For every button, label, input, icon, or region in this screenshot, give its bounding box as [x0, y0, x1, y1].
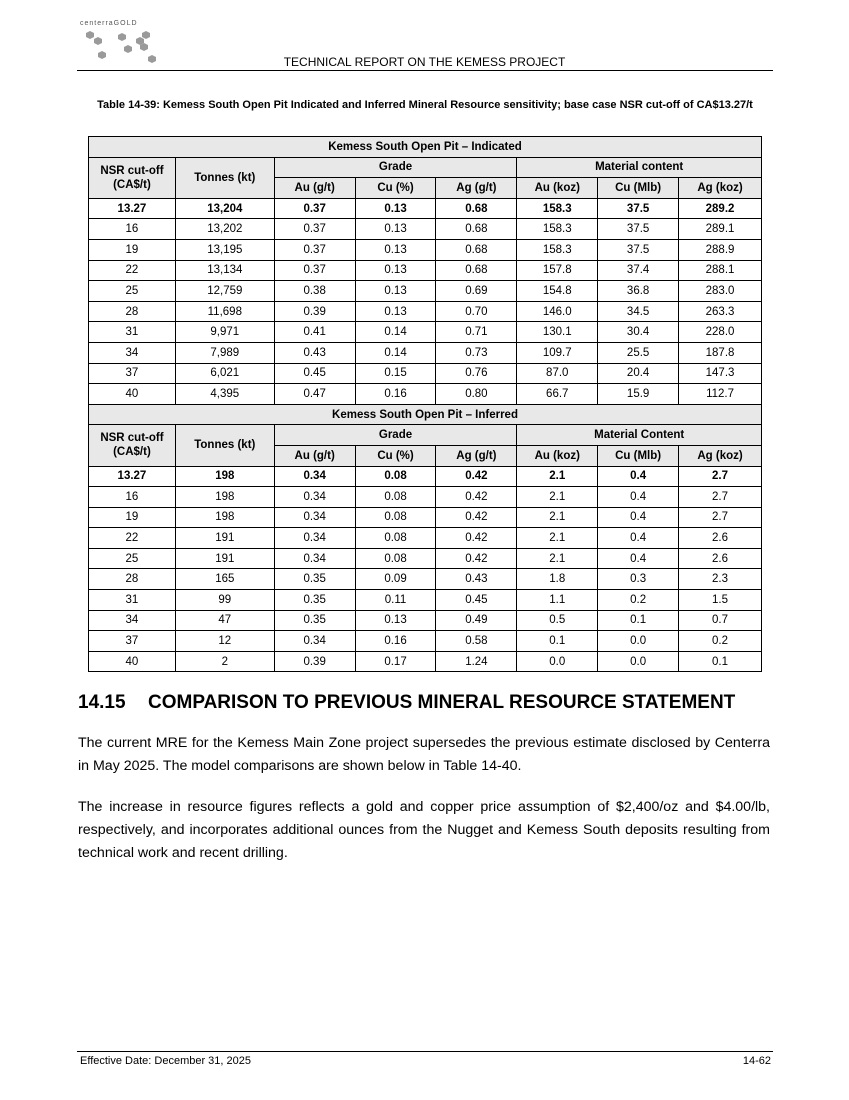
inferred-header-row [89, 425, 762, 446]
table-cell: 25 [89, 281, 176, 302]
table-row [89, 198, 762, 219]
table-cell: 37 [89, 631, 176, 652]
table-cell: 0.0 [598, 631, 679, 652]
footer-divider [77, 1051, 773, 1052]
table-cell: 0.73 [436, 342, 517, 363]
body-paragraph: The current MRE for the Kemess Main Zone project supersedes the previous estimate disclosed by Centerra in May 2025. The model comparisons are shown below in Table 14-40. [78, 735, 770, 774]
table-cell: 11,698 [175, 301, 274, 322]
table-cell: 34.5 [598, 301, 679, 322]
table-cell: 0.2 [598, 590, 679, 611]
col-group-grade: Grade [274, 425, 517, 446]
table-cell: 2.3 [679, 569, 762, 590]
col-header: Cu (Mlb) [598, 178, 679, 199]
table-cell: 0.35 [274, 610, 355, 631]
table-cell: 13,134 [175, 260, 274, 281]
table-cell: 37.4 [598, 260, 679, 281]
table-cell: 37.5 [598, 198, 679, 219]
table-cell: 147.3 [679, 363, 762, 384]
table-cell: 0.35 [274, 590, 355, 611]
indicated-section [89, 137, 762, 405]
table-cell: 0.1 [598, 610, 679, 631]
col-header: Cu (%) [355, 178, 436, 199]
col-header: Ag (g/t) [436, 445, 517, 466]
col-group-material-content: Material content [517, 157, 762, 178]
table-cell: 31 [89, 322, 176, 343]
section-heading [78, 692, 735, 714]
table-cell: 1.24 [436, 651, 517, 672]
table-cell: 0.37 [274, 219, 355, 240]
table-row [89, 301, 762, 322]
table-cell: 0.11 [355, 590, 436, 611]
table-cell: 2.1 [517, 487, 598, 508]
table-cell: 16 [89, 219, 176, 240]
table-cell: 0.39 [274, 651, 355, 672]
table-cell: 0.0 [517, 651, 598, 672]
table-cell: 0.13 [355, 260, 436, 281]
table-cell: 112.7 [679, 384, 762, 405]
table-cell: 0.4 [598, 466, 679, 487]
table-cell: 37.5 [598, 239, 679, 260]
table-cell: 288.9 [679, 239, 762, 260]
table-cell: 47 [175, 610, 274, 631]
table-row [89, 548, 762, 569]
table-row [89, 631, 762, 652]
table-cell: 28 [89, 569, 176, 590]
table-cell: 0.71 [436, 322, 517, 343]
table-cell: 198 [175, 507, 274, 528]
indicated-header-row [89, 157, 762, 178]
table-cell: 16 [89, 487, 176, 508]
table-cell: 0.80 [436, 384, 517, 405]
table-cell: 0.08 [355, 548, 436, 569]
col-group-material-content: Material Content [517, 425, 762, 446]
table-cell: 19 [89, 507, 176, 528]
table-cell: 2.1 [517, 548, 598, 569]
table-cell: 0.69 [436, 281, 517, 302]
table-cell: 0.70 [436, 301, 517, 322]
table-cell: 0.45 [436, 590, 517, 611]
col-nsr-cutoff: NSR cut-off (CA$/t) [89, 425, 176, 466]
table-cell: 9,971 [175, 322, 274, 343]
table-cell: 0.0 [598, 651, 679, 672]
table-cell: 0.5 [517, 610, 598, 631]
effective-date: Effective Date: December 31, 2025 [80, 1055, 252, 1067]
table-cell: 0.42 [436, 487, 517, 508]
table-cell: 0.13 [355, 219, 436, 240]
page-number: 14-62 [742, 1055, 771, 1067]
table-caption: Table 14-39: Kemess South Open Pit Indicated and Inferred Mineral Resource sensitivity; base case NSR cut-off of CA$13.27/t [97, 99, 753, 111]
table-cell: 0.68 [436, 239, 517, 260]
table-cell: 158.3 [517, 219, 598, 240]
table-cell: 4,395 [175, 384, 274, 405]
table-cell: 30.4 [598, 322, 679, 343]
table-cell: 13,202 [175, 219, 274, 240]
col-header: Au (g/t) [274, 445, 355, 466]
table-cell: 13,204 [175, 198, 274, 219]
header-divider [77, 70, 773, 71]
table-cell: 13.27 [89, 198, 176, 219]
table-cell: 0.34 [274, 487, 355, 508]
table-cell: 2.7 [679, 466, 762, 487]
table-cell: 37.5 [598, 219, 679, 240]
table-cell: 158.3 [517, 198, 598, 219]
col-group-grade: Grade [274, 157, 517, 178]
indicated-title-row [89, 137, 762, 158]
table-row [89, 651, 762, 672]
table-cell: 22 [89, 528, 176, 549]
table-cell: 0.76 [436, 363, 517, 384]
table-row [89, 281, 762, 302]
table-cell: 40 [89, 384, 176, 405]
table-row [89, 219, 762, 240]
table-cell: 0.08 [355, 466, 436, 487]
table-cell: 36.8 [598, 281, 679, 302]
table-cell: 146.0 [517, 301, 598, 322]
table-cell: 289.2 [679, 198, 762, 219]
table-row [89, 569, 762, 590]
table-cell: 288.1 [679, 260, 762, 281]
table-cell: 0.58 [436, 631, 517, 652]
table-cell: 0.4 [598, 528, 679, 549]
table-row [89, 342, 762, 363]
section-title: COMPARISON TO PREVIOUS MINERAL RESOURCE STATEMENT [148, 692, 736, 713]
table-cell: 2.1 [517, 507, 598, 528]
col-header: Au (koz) [517, 178, 598, 199]
table-cell: 191 [175, 548, 274, 569]
table-cell: 130.1 [517, 322, 598, 343]
table-row [89, 239, 762, 260]
col-tonnes: Tonnes (kt) [175, 157, 274, 198]
table-cell: 187.8 [679, 342, 762, 363]
table-cell: 0.4 [598, 487, 679, 508]
table-cell: 0.34 [274, 631, 355, 652]
table-cell: 0.35 [274, 569, 355, 590]
table-cell: 37 [89, 363, 176, 384]
inferred-title: Kemess South Open Pit – Inferred [89, 404, 762, 425]
col-header: Ag (g/t) [436, 178, 517, 199]
table-cell: 198 [175, 466, 274, 487]
table-cell: 0.14 [355, 342, 436, 363]
table-cell: 7,989 [175, 342, 274, 363]
table-cell: 28 [89, 301, 176, 322]
table-cell: 0.13 [355, 301, 436, 322]
table-cell: 0.68 [436, 260, 517, 281]
col-nsr-cutoff: NSR cut-off (CA$/t) [89, 157, 176, 198]
table-cell: 13.27 [89, 466, 176, 487]
table-cell: 0.08 [355, 528, 436, 549]
table-row [89, 487, 762, 508]
table-cell: 34 [89, 610, 176, 631]
inferred-section [89, 404, 762, 672]
table-cell: 2.7 [679, 487, 762, 508]
table-cell: 154.8 [517, 281, 598, 302]
table-cell: 2.1 [517, 466, 598, 487]
table-cell: 0.34 [274, 466, 355, 487]
inferred-title-row [89, 404, 762, 425]
table-row [89, 260, 762, 281]
table-cell: 0.17 [355, 651, 436, 672]
table-cell: 34 [89, 342, 176, 363]
table-cell: 0.34 [274, 528, 355, 549]
col-header: Cu (%) [355, 445, 436, 466]
table-cell: 12,759 [175, 281, 274, 302]
table-cell: 6,021 [175, 363, 274, 384]
table-cell: 15.9 [598, 384, 679, 405]
table-row [89, 363, 762, 384]
table-cell: 0.42 [436, 548, 517, 569]
table-cell: 0.1 [679, 651, 762, 672]
col-tonnes: Tonnes (kt) [175, 425, 274, 466]
table-cell: 198 [175, 487, 274, 508]
table-cell: 0.43 [436, 569, 517, 590]
section-number: 14.15 [78, 692, 126, 713]
table-cell: 0.2 [679, 631, 762, 652]
logo-wordmark: centerraGOLD [80, 20, 138, 27]
table-cell: 109.7 [517, 342, 598, 363]
table-cell: 0.68 [436, 198, 517, 219]
table-cell: 0.08 [355, 487, 436, 508]
table-cell: 263.3 [679, 301, 762, 322]
table-cell: 0.7 [679, 610, 762, 631]
table-row [89, 384, 762, 405]
resource-sensitivity-table [88, 136, 762, 672]
table-row [89, 466, 762, 487]
table-cell: 40 [89, 651, 176, 672]
table-cell: 13,195 [175, 239, 274, 260]
table-cell: 66.7 [517, 384, 598, 405]
table-cell: 0.68 [436, 219, 517, 240]
table-cell: 0.47 [274, 384, 355, 405]
table-cell: 31 [89, 590, 176, 611]
col-header: Au (g/t) [274, 178, 355, 199]
table-cell: 0.09 [355, 569, 436, 590]
table-cell: 0.34 [274, 548, 355, 569]
table-cell: 0.42 [436, 507, 517, 528]
table-cell: 19 [89, 239, 176, 260]
table-cell: 157.8 [517, 260, 598, 281]
table-cell: 20.4 [598, 363, 679, 384]
table-cell: 2 [175, 651, 274, 672]
table-cell: 0.41 [274, 322, 355, 343]
table-cell: 2.6 [679, 528, 762, 549]
table-cell: 0.08 [355, 507, 436, 528]
indicated-title: Kemess South Open Pit – Indicated [89, 137, 762, 158]
table-row [89, 507, 762, 528]
table-row [89, 610, 762, 631]
table-cell: 0.42 [436, 528, 517, 549]
table-cell: 2.1 [517, 528, 598, 549]
body-paragraph: The increase in resource figures reflects a gold and copper price assumption of $2,400/oz and $4.00/lb, respectively, and incorporates additional ounces from the Nugget and Kemess South deposits resulting from technical work and recent drilling. [78, 799, 770, 861]
table-cell: 22 [89, 260, 176, 281]
table-cell: 191 [175, 528, 274, 549]
table-cell: 0.16 [355, 631, 436, 652]
table-cell: 0.14 [355, 322, 436, 343]
table-cell: 0.1 [517, 631, 598, 652]
table-row [89, 528, 762, 549]
table-cell: 12 [175, 631, 274, 652]
table-cell: 25.5 [598, 342, 679, 363]
table-row [89, 322, 762, 343]
table-cell: 87.0 [517, 363, 598, 384]
table-cell: 0.38 [274, 281, 355, 302]
table-cell: 0.37 [274, 239, 355, 260]
table-cell: 0.49 [436, 610, 517, 631]
table-cell: 0.37 [274, 198, 355, 219]
table-cell: 165 [175, 569, 274, 590]
table-cell: 0.13 [355, 610, 436, 631]
table-cell: 0.42 [436, 466, 517, 487]
table-cell: 0.34 [274, 507, 355, 528]
col-header: Cu (Mlb) [598, 445, 679, 466]
table-cell: 228.0 [679, 322, 762, 343]
table-cell: 0.4 [598, 507, 679, 528]
report-header-title: TECHNICAL REPORT ON THE KEMESS PROJECT [283, 55, 566, 69]
table-cell: 158.3 [517, 239, 598, 260]
table-cell: 2.7 [679, 507, 762, 528]
table-cell: 0.3 [598, 569, 679, 590]
table-cell: 0.16 [355, 384, 436, 405]
table-cell: 0.37 [274, 260, 355, 281]
table-cell: 0.4 [598, 548, 679, 569]
table-cell: 25 [89, 548, 176, 569]
table-cell: 0.13 [355, 198, 436, 219]
table-cell: 1.1 [517, 590, 598, 611]
table-cell: 1.5 [679, 590, 762, 611]
table-cell: 0.45 [274, 363, 355, 384]
table-cell: 0.15 [355, 363, 436, 384]
col-header: Ag (koz) [679, 178, 762, 199]
col-header: Au (koz) [517, 445, 598, 466]
table-cell: 0.13 [355, 239, 436, 260]
table-cell: 289.1 [679, 219, 762, 240]
table-cell: 0.39 [274, 301, 355, 322]
col-header: Ag (koz) [679, 445, 762, 466]
table-cell: 2.6 [679, 548, 762, 569]
table-cell: 0.13 [355, 281, 436, 302]
table-row [89, 590, 762, 611]
table-cell: 99 [175, 590, 274, 611]
table-cell: 1.8 [517, 569, 598, 590]
table-cell: 283.0 [679, 281, 762, 302]
table-cell: 0.43 [274, 342, 355, 363]
